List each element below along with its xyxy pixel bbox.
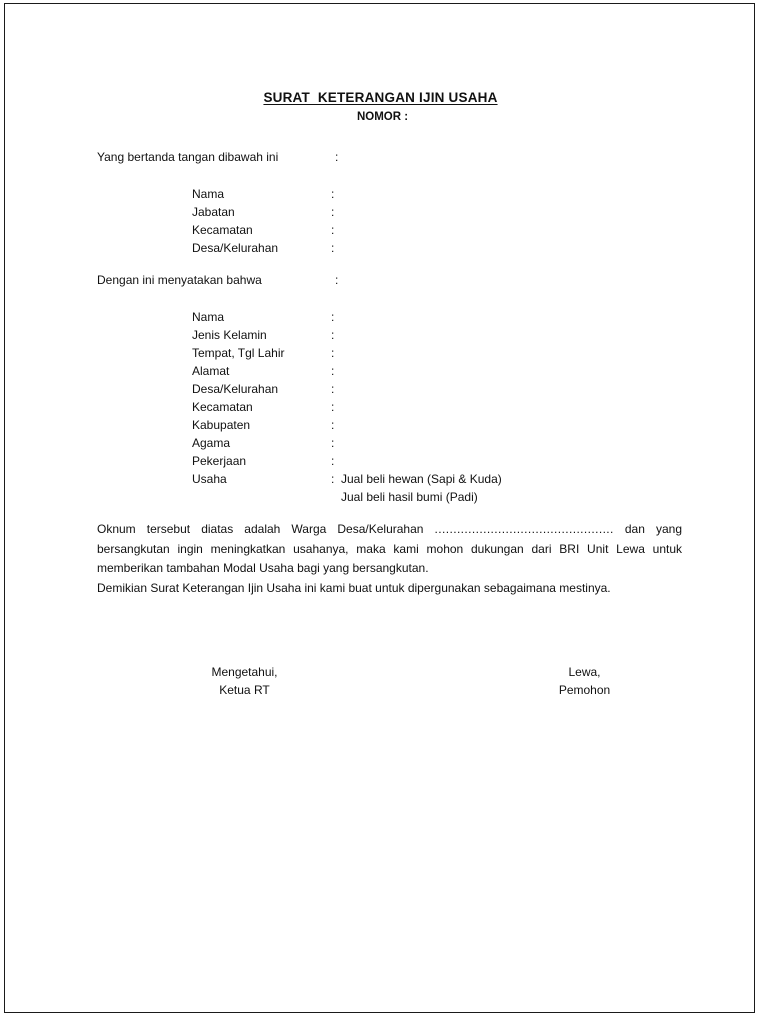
- subject-intro-line: [97, 273, 339, 287]
- field-value[interactable]: [341, 362, 502, 380]
- paragraph-2: Demikian Surat Keterangan Ijin Usaha ini kami buat untuk dipergunakan sebagaimana mestinya.: [97, 580, 611, 595]
- field-colon: :: [331, 205, 335, 219]
- table-row: [192, 203, 341, 221]
- field-label: Pekerjaan: [192, 454, 247, 468]
- field-label: Kecamatan: [192, 223, 253, 237]
- field-label: Kecamatan: [192, 400, 253, 414]
- field-label: Jenis Kelamin: [192, 328, 267, 342]
- table-row: [192, 398, 502, 416]
- field-label: Desa/Kelurahan: [192, 241, 279, 255]
- field-label: Desa/Kelurahan: [192, 382, 279, 396]
- field-value[interactable]: [341, 308, 502, 326]
- field-label: Alamat: [192, 364, 230, 378]
- table-row: [192, 344, 502, 362]
- table-row: [192, 470, 502, 488]
- table-row: [192, 452, 502, 470]
- signature-right-line-1: Lewa,: [568, 665, 601, 679]
- field-label: Kabupaten: [192, 418, 251, 432]
- field-value[interactable]: Jual beli hewan (Sapi & Kuda): [341, 472, 502, 486]
- field-label: Agama: [192, 436, 231, 450]
- table-row: [192, 380, 502, 398]
- field-colon: :: [331, 328, 335, 342]
- page-title: SURAT KETERANGAN IJIN USAHA: [263, 90, 498, 105]
- document-page: [4, 3, 755, 1013]
- field-colon: :: [331, 400, 335, 414]
- field-label-empty: [192, 488, 331, 506]
- signature-right-line-2: Pemohon: [558, 683, 611, 697]
- blank-dotted-line[interactable]: ................................................: [434, 522, 614, 536]
- field-label: Usaha: [192, 472, 227, 486]
- subject-intro-colon: :: [335, 273, 339, 287]
- signature-left-line-2: Ketua RT: [219, 683, 270, 697]
- table-row: [192, 221, 341, 239]
- field-label: Tempat, Tgl Lahir: [192, 346, 285, 360]
- title-block: [5, 89, 755, 123]
- usaha-second-value[interactable]: Jual beli hasil bumi (Padi): [341, 490, 478, 504]
- paragraph-1-part-b: dan yang bersangkutan ingin meningkatkan usahanya, maka kami mohon dukungan dari BRI Unit Lewa untuk memberikan tambahan Modal Usaha bagi yang bersangkutan.: [97, 522, 682, 575]
- signature-left-line-1: Mengetahui,: [211, 665, 278, 679]
- table-row: [192, 416, 502, 434]
- table-row: [192, 308, 502, 326]
- field-colon: :: [331, 418, 335, 432]
- field-label: Nama: [192, 310, 225, 324]
- signature-left: [147, 663, 342, 699]
- field-colon: :: [331, 382, 335, 396]
- field-colon-empty: [331, 488, 341, 506]
- field-value[interactable]: [341, 326, 502, 344]
- field-value[interactable]: [341, 416, 502, 434]
- field-colon: :: [331, 454, 335, 468]
- field-colon: :: [331, 436, 335, 450]
- signer-intro-line: [97, 150, 339, 164]
- document-number-label: NOMOR :: [356, 111, 409, 123]
- field-value[interactable]: [341, 344, 502, 362]
- table-row: [192, 362, 502, 380]
- signer-intro-colon: :: [335, 150, 339, 164]
- table-row: [192, 434, 502, 452]
- field-value[interactable]: [341, 434, 502, 452]
- signer-intro-text: Yang bertanda tangan dibawah ini: [97, 150, 279, 164]
- field-colon: :: [331, 223, 335, 237]
- signature-right: [487, 663, 682, 699]
- field-colon: :: [331, 364, 335, 378]
- field-value[interactable]: [341, 398, 502, 416]
- subject-field-table: [192, 308, 502, 506]
- field-label: Jabatan: [192, 205, 235, 219]
- table-row: [192, 488, 502, 506]
- body-paragraphs: [97, 520, 682, 598]
- field-colon: :: [331, 310, 335, 324]
- subject-intro-text: Dengan ini menyatakan bahwa: [97, 273, 262, 287]
- table-row: [192, 239, 341, 257]
- paragraph-1-part-a: Oknum tersebut diatas adalah Warga Desa/Kelurahan: [97, 522, 424, 536]
- table-row: [192, 185, 341, 203]
- signature-row: [97, 663, 682, 699]
- signature-block: [97, 663, 682, 699]
- paragraph-1: [97, 520, 682, 579]
- field-label: Nama: [192, 187, 225, 201]
- field-colon: :: [331, 241, 335, 255]
- table-row: [192, 326, 502, 344]
- field-value[interactable]: [341, 452, 502, 470]
- field-colon: :: [331, 346, 335, 360]
- field-colon: :: [331, 472, 335, 486]
- field-value[interactable]: [341, 380, 502, 398]
- signer-field-table: [192, 185, 341, 257]
- field-colon: :: [331, 187, 335, 201]
